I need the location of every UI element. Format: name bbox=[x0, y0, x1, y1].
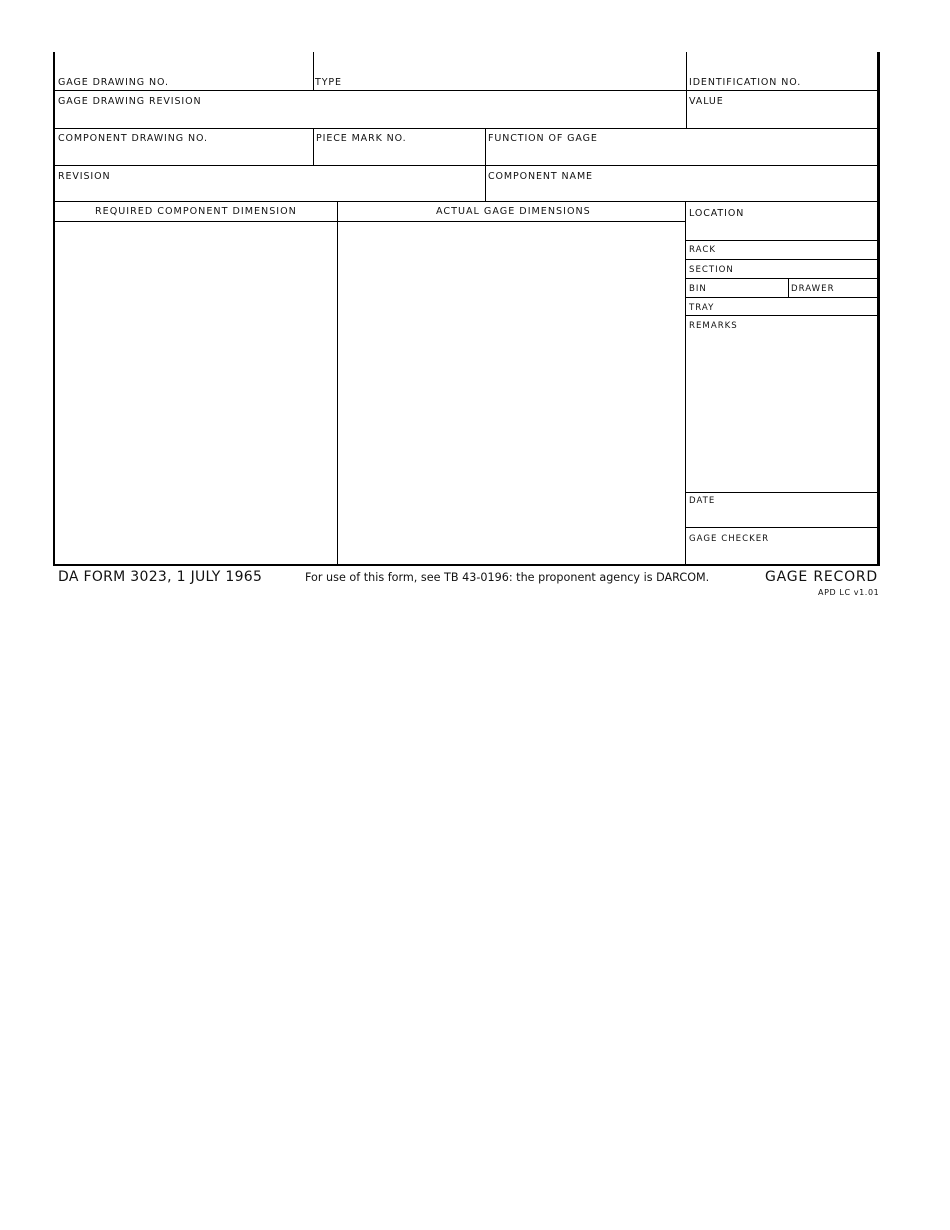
gage-checker-field[interactable] bbox=[686, 528, 877, 564]
required-component-dimension-area[interactable] bbox=[55, 222, 337, 564]
component-name-field[interactable] bbox=[486, 166, 877, 201]
form-title: GAGE RECORD bbox=[765, 569, 879, 585]
piece-mark-no-field[interactable] bbox=[314, 129, 485, 165]
function-of-gage-label: FUNCTION OF GAGE bbox=[488, 133, 598, 144]
type-label: TYPE bbox=[315, 77, 342, 88]
gage-drawing-revision-label: GAGE DRAWING REVISION bbox=[58, 96, 202, 107]
revision-label: REVISION bbox=[58, 171, 111, 182]
required-component-dimension-header: REQUIRED COMPONENT DIMENSION bbox=[95, 206, 297, 217]
drawer-label: DRAWER bbox=[791, 284, 835, 294]
location-field[interactable] bbox=[686, 202, 877, 240]
tray-field[interactable] bbox=[686, 298, 877, 315]
section-field[interactable] bbox=[686, 260, 877, 278]
rack-label: RACK bbox=[689, 245, 716, 255]
actual-gage-dimensions-header: ACTUAL GAGE DIMENSIONS bbox=[436, 206, 591, 217]
actual-gage-dimensions-area[interactable] bbox=[338, 222, 685, 564]
component-name-label: COMPONENT NAME bbox=[488, 171, 593, 182]
gage-checker-label: GAGE CHECKER bbox=[689, 534, 770, 544]
location-label: LOCATION bbox=[689, 208, 745, 219]
bin-label: BIN bbox=[689, 284, 707, 294]
gage-drawing-revision-field[interactable] bbox=[55, 91, 686, 128]
revision-field[interactable] bbox=[55, 166, 485, 201]
remarks-field[interactable] bbox=[686, 316, 877, 492]
gage-drawing-no-label: GAGE DRAWING NO. bbox=[58, 77, 169, 88]
date-field[interactable] bbox=[686, 493, 877, 527]
section-label: SECTION bbox=[689, 265, 734, 275]
piece-mark-no-label: PIECE MARK NO. bbox=[316, 133, 407, 144]
value-label: VALUE bbox=[689, 96, 724, 107]
identification-no-field[interactable] bbox=[687, 52, 877, 90]
date-label: DATE bbox=[689, 496, 716, 506]
component-drawing-no-label: COMPONENT DRAWING NO. bbox=[58, 133, 208, 144]
identification-no-label: IDENTIFICATION NO. bbox=[689, 77, 802, 88]
border-right bbox=[877, 52, 880, 566]
form-version: APD LC v1.01 bbox=[818, 588, 880, 597]
type-field[interactable] bbox=[314, 52, 686, 90]
bin-field[interactable] bbox=[686, 279, 788, 297]
rack-field[interactable] bbox=[686, 241, 877, 259]
drawer-field[interactable] bbox=[789, 279, 877, 297]
function-of-gage-field[interactable] bbox=[486, 129, 877, 165]
value-field[interactable] bbox=[687, 91, 877, 128]
gage-drawing-no-field[interactable] bbox=[55, 52, 313, 90]
border-bottom bbox=[53, 564, 880, 566]
tray-label: TRAY bbox=[689, 303, 715, 313]
component-drawing-no-field[interactable] bbox=[55, 129, 313, 165]
usage-note: For use of this form, see TB 43-0196: the proponent agency is DARCOM. bbox=[305, 571, 710, 584]
form-number: DA FORM 3023, 1 JULY 1965 bbox=[58, 569, 263, 585]
remarks-label: REMARKS bbox=[689, 321, 738, 331]
